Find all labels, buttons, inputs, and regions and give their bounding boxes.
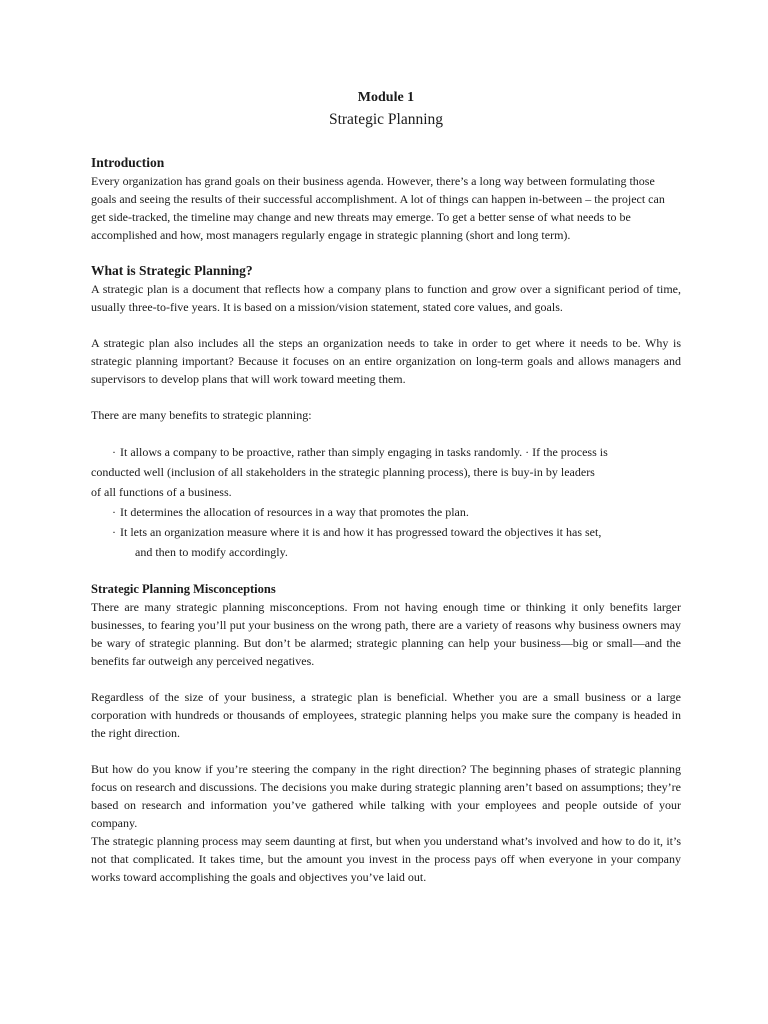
misconceptions-paragraph-4: The strategic planning process may seem daunting at first, but when you understand what’s involved and how to do it, it’s not that complicated. It takes time, but the amount you invest in the process pays off when everyone in your company works toward accomplishing the goals and objectives you’ve laid out. bbox=[91, 834, 681, 884]
module-number: Module 1 bbox=[357, 90, 415, 105]
document-title: Strategic Planning bbox=[328, 111, 444, 128]
document-page bbox=[91, 88, 681, 886]
bullet-icon: · bbox=[112, 445, 116, 459]
list-item bbox=[91, 522, 681, 542]
introduction-heading: Introduction bbox=[91, 155, 165, 170]
benefit-text: It determines the allocation of resources in a way that promotes the plan. bbox=[120, 505, 469, 519]
list-item bbox=[91, 442, 681, 462]
list-item bbox=[91, 462, 681, 482]
benefit-text: It lets an organization measure where it is and how it has progressed toward the objectives it has set, bbox=[120, 525, 602, 539]
benefit-text: and then to modify accordingly. bbox=[135, 545, 288, 559]
introduction-paragraph: Every organization has grand goals on their business agenda. However, there’s a long way between formulating those goals and seeing the results of their successful accomplishment. A lot of things can happen in-between – the project can get side-tracked, the timeline may change and new threats may emerge. To get a better sense of what needs to be accomplished and how, most managers regularly engage in strategic planning (short and long term). bbox=[91, 174, 665, 242]
benefits-list bbox=[91, 442, 681, 562]
list-item bbox=[91, 542, 681, 562]
misconceptions-heading: Strategic Planning Misconceptions bbox=[91, 582, 276, 596]
bullet-icon: · bbox=[112, 505, 116, 519]
misconceptions-paragraph-3: But how do you know if you’re steering the company in the right direction? The beginning phases of strategic planning focus on research and discussions. The decisions you make during strategic planning aren’t based on assumptions; they’re based on research and information you’ve gathered while talking with your employees and people outside of your company. bbox=[91, 762, 681, 830]
misconceptions-paragraph-2: Regardless of the size of your business, a strategic plan is beneficial. Whether you are a small business or a large corporation with hundreds or thousands of employees, strategic planning helps you make sure the company is headed in the right direction. bbox=[91, 690, 681, 740]
benefits-intro: There are many benefits to strategic planning: bbox=[91, 408, 312, 422]
benefit-text: It allows a company to be proactive, rather than simply engaging in tasks randomly. · If the process is bbox=[120, 445, 608, 459]
list-item bbox=[91, 482, 681, 502]
benefit-text: of all functions of a business. bbox=[91, 485, 232, 499]
what-is-heading: What is Strategic Planning? bbox=[91, 263, 253, 278]
benefit-text: conducted well (inclusion of all stakeholders in the strategic planning process), there is buy-in by leaders bbox=[91, 465, 595, 479]
bullet-icon: · bbox=[112, 525, 116, 539]
misconceptions-paragraph-1: There are many strategic planning misconceptions. From not having enough time or thinking it only benefits larger businesses, to fearing you’ll put your business on the wrong path, there are a variety of reasons why business owners may be wary of strategic planning. But don’t be alarmed; strategic planning can help your business—big or small—and the benefits far outweigh any perceived negatives. bbox=[91, 600, 681, 668]
what-is-paragraph-2: A strategic plan also includes all the steps an organization needs to take in order to get where it needs to be. Why is strategic planning important? Because it focuses on an entire organization on long-term goals and allows managers and supervisors to develop plans that will work toward meeting them. bbox=[91, 336, 681, 386]
what-is-paragraph-1: A strategic plan is a document that reflects how a company plans to function and grow over a significant period of time, usually three-to-five years. It is based on a mission/vision statement, stated core values, and goals. bbox=[91, 282, 681, 314]
list-item bbox=[91, 502, 681, 522]
